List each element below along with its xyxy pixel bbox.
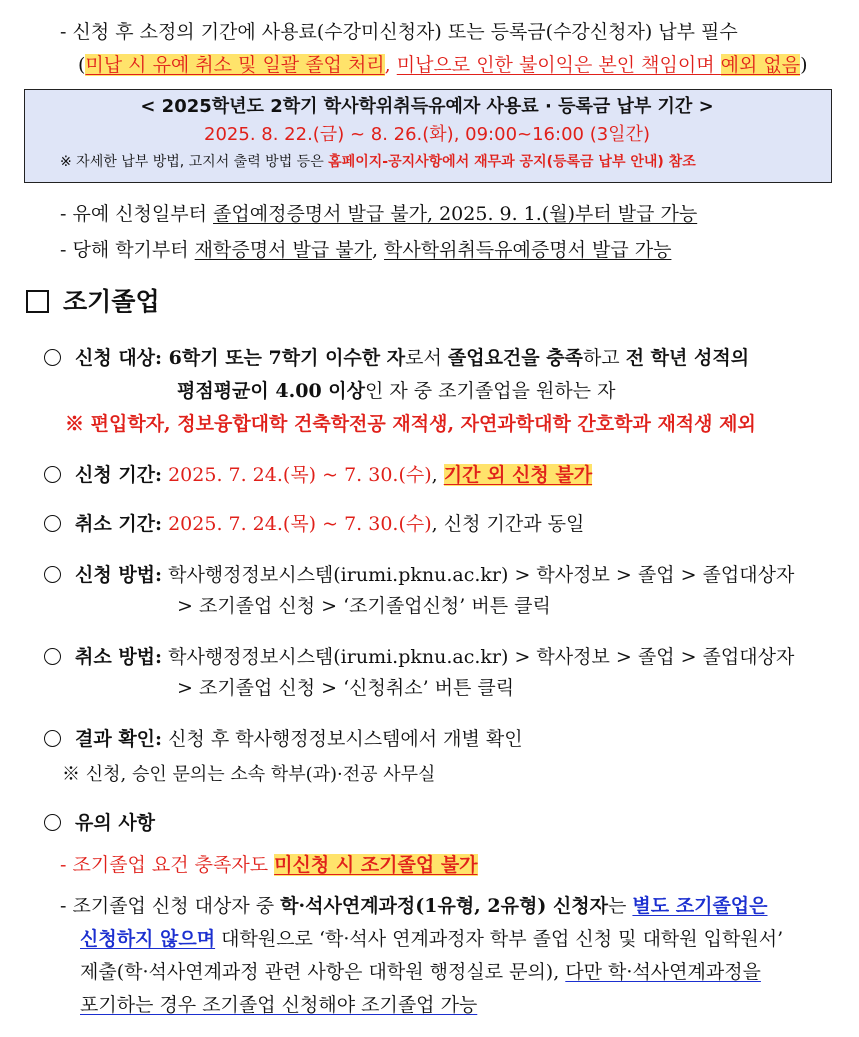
enrollment-cert-underlined-2: 학사학위취득유예증명서 발급 가능 — [384, 239, 672, 261]
note-2-underlined-1: 다만 학·석사연계과정을 — [565, 961, 761, 983]
circle-bullet-icon — [44, 730, 61, 747]
cancel-period-line — [44, 511, 584, 537]
deferral-cert-prefix: - 유예 신청일부터 — [60, 203, 214, 225]
circle-bullet-icon — [44, 515, 61, 532]
target-exclusion: ※ 편입학자, 정보융합대학 건축학전공 재적생, 자연과학대학 간호학과 재적생 제외 — [65, 413, 756, 435]
apply-period-value: 2025. 7. 24.(목) ~ 7. 30.(수) — [162, 464, 432, 486]
note-1 — [60, 852, 478, 878]
circle-bullet-icon — [44, 466, 61, 483]
fee-notice-text: - 신청 후 소정의 기간에 사용료(수강미신청자) 또는 등록금(수강신청자) 납부 필수 — [60, 21, 738, 43]
note-2-text: 는 — [608, 895, 633, 917]
target-semester: 6학기 또는 7학기 이수한 자 — [162, 347, 406, 369]
circle-bullet-icon — [44, 349, 61, 366]
note-2-text: 대학원으로 ‘학·석사 연계과정자 학부 졸업 신청 및 대학원 입학원서’ — [215, 928, 784, 950]
note-2-line-1 — [60, 893, 768, 919]
comma: , — [371, 239, 385, 261]
circle-bullet-icon — [44, 648, 61, 665]
payment-box-title: < 2025학년도 2학기 학사학위취득유예자 사용료 · 등록금 납부 기간 > — [140, 96, 714, 117]
enrollment-cert-line — [60, 237, 671, 263]
cancel-period-label: 취소 기간: — [75, 513, 163, 535]
section-title: 조기졸업 — [63, 287, 160, 316]
fee-notice-line — [60, 19, 738, 45]
target-text: 하고 — [582, 347, 626, 369]
apply-period-label: 신청 기간: — [75, 464, 163, 486]
deferral-cert-underlined: 졸업예정증명서 발급 불가, 2025. 9. 1.(월)부터 발급 가능 — [213, 203, 698, 225]
payment-note-text: ※ 자세한 납부 방법, 고지서 출력 방법 등은 — [60, 154, 329, 170]
result-note: ※ 신청, 승인 문의는 소속 학부(과)·전공 사무실 — [62, 764, 436, 785]
fee-warning-red-1: 미납 시 유예 취소 및 일괄 졸업 처리 — [85, 54, 385, 76]
payment-box-period: 2025. 8. 22.(금) ~ 8. 26.(화), 09:00~16:00 (3일간) — [204, 124, 650, 145]
fee-warning-red-2: 미납으로 인한 불이익은 본인 책임이며 — [396, 54, 721, 76]
result-line — [44, 726, 523, 752]
apply-method-path: 학사행정정보시스템(irumi.pknu.ac.kr) > 학사정보 > 졸업 > 졸업대상자 — [162, 564, 795, 586]
target-text: 인 자 중 조기졸업을 원하는 자 — [364, 380, 616, 402]
section-heading — [26, 286, 160, 318]
note-2-text: 제출(학·석사연계과정 관련 사항은 대학원 행정실로 문의), — [80, 961, 566, 983]
note-1-highlight: 미신청 시 조기졸업 불가 — [274, 854, 478, 876]
target-gpa-2: 평점평균이 4.00 이상 — [177, 380, 365, 402]
note-1-red: 조기졸업 요건 충족자도 — [72, 854, 275, 876]
apply-method-line-1 — [44, 562, 794, 588]
cancel-method-label: 취소 방법: — [75, 646, 163, 668]
comma: , — [431, 464, 444, 486]
cancel-method-line-2: > 조기졸업 신청 > ‘신청취소’ 버튼 클릭 — [177, 677, 515, 699]
fee-warning-line — [78, 52, 808, 78]
target-line-1 — [44, 345, 749, 371]
note-2-blue-2: 신청하지 않으며 — [80, 928, 216, 950]
cancel-method-line-1 — [44, 644, 794, 670]
payment-note-red: 홈페이지-공지사항에서 재무과 공지(등록금 납부 안내) 참조 — [328, 154, 696, 170]
apply-period-line — [44, 462, 592, 488]
target-gpa-1: 전 학년 성적의 — [625, 347, 750, 369]
target-text: 로서 — [405, 347, 448, 369]
fee-warning-red-3: 예외 없음 — [720, 54, 801, 76]
dash: - — [60, 854, 73, 876]
target-requirement: 졸업요건을 충족 — [447, 347, 583, 369]
enrollment-cert-prefix: - 당해 학기부터 — [60, 239, 195, 261]
deferral-cert-line — [60, 201, 697, 227]
cancel-method-path: 학사행정정보시스템(irumi.pknu.ac.kr) > 학사정보 > 졸업 > 졸업대상자 — [162, 646, 795, 668]
apply-period-warning: 기간 외 신청 불가 — [443, 464, 593, 486]
notes-heading — [44, 810, 155, 836]
paren-close: ) — [800, 54, 808, 76]
result-value: 신청 후 학사행정정보시스템에서 개별 확인 — [162, 728, 523, 750]
note-2-underlined-2: 포기하는 경우 조기졸업 신청해야 조기졸업 가능 — [80, 994, 478, 1016]
cancel-period-value: 2025. 7. 24.(목) ~ 7. 30.(수) — [162, 513, 432, 535]
note-2-text: - 조기졸업 신청 대상자 중 — [60, 895, 281, 917]
notes-label: 유의 사항 — [75, 812, 156, 834]
comma: , — [384, 54, 397, 76]
circle-bullet-icon — [44, 566, 61, 583]
target-line-2 — [177, 378, 615, 404]
circle-bullet-icon — [44, 814, 61, 831]
payment-box-note — [60, 152, 696, 172]
square-icon — [26, 290, 49, 313]
apply-method-line-2: > 조기졸업 신청 > ‘조기졸업신청’ 버튼 클릭 — [177, 595, 551, 617]
note-2-line-4 — [80, 992, 477, 1018]
apply-method-label: 신청 방법: — [75, 564, 163, 586]
enrollment-cert-underlined-1: 재학증명서 발급 불가 — [194, 239, 372, 261]
result-label: 결과 확인: — [75, 728, 163, 750]
cancel-period-rest: , 신청 기간과 동일 — [431, 513, 585, 535]
paren-open: ( — [78, 54, 86, 76]
note-2-bold: 학·석사연계과정(1유형, 2유형) 신청자 — [280, 895, 609, 917]
note-2-line-3 — [80, 959, 761, 985]
target-label: 신청 대상: — [75, 347, 163, 369]
note-2-line-2 — [80, 926, 783, 952]
note-2-blue-1: 별도 조기졸업은 — [632, 895, 768, 917]
